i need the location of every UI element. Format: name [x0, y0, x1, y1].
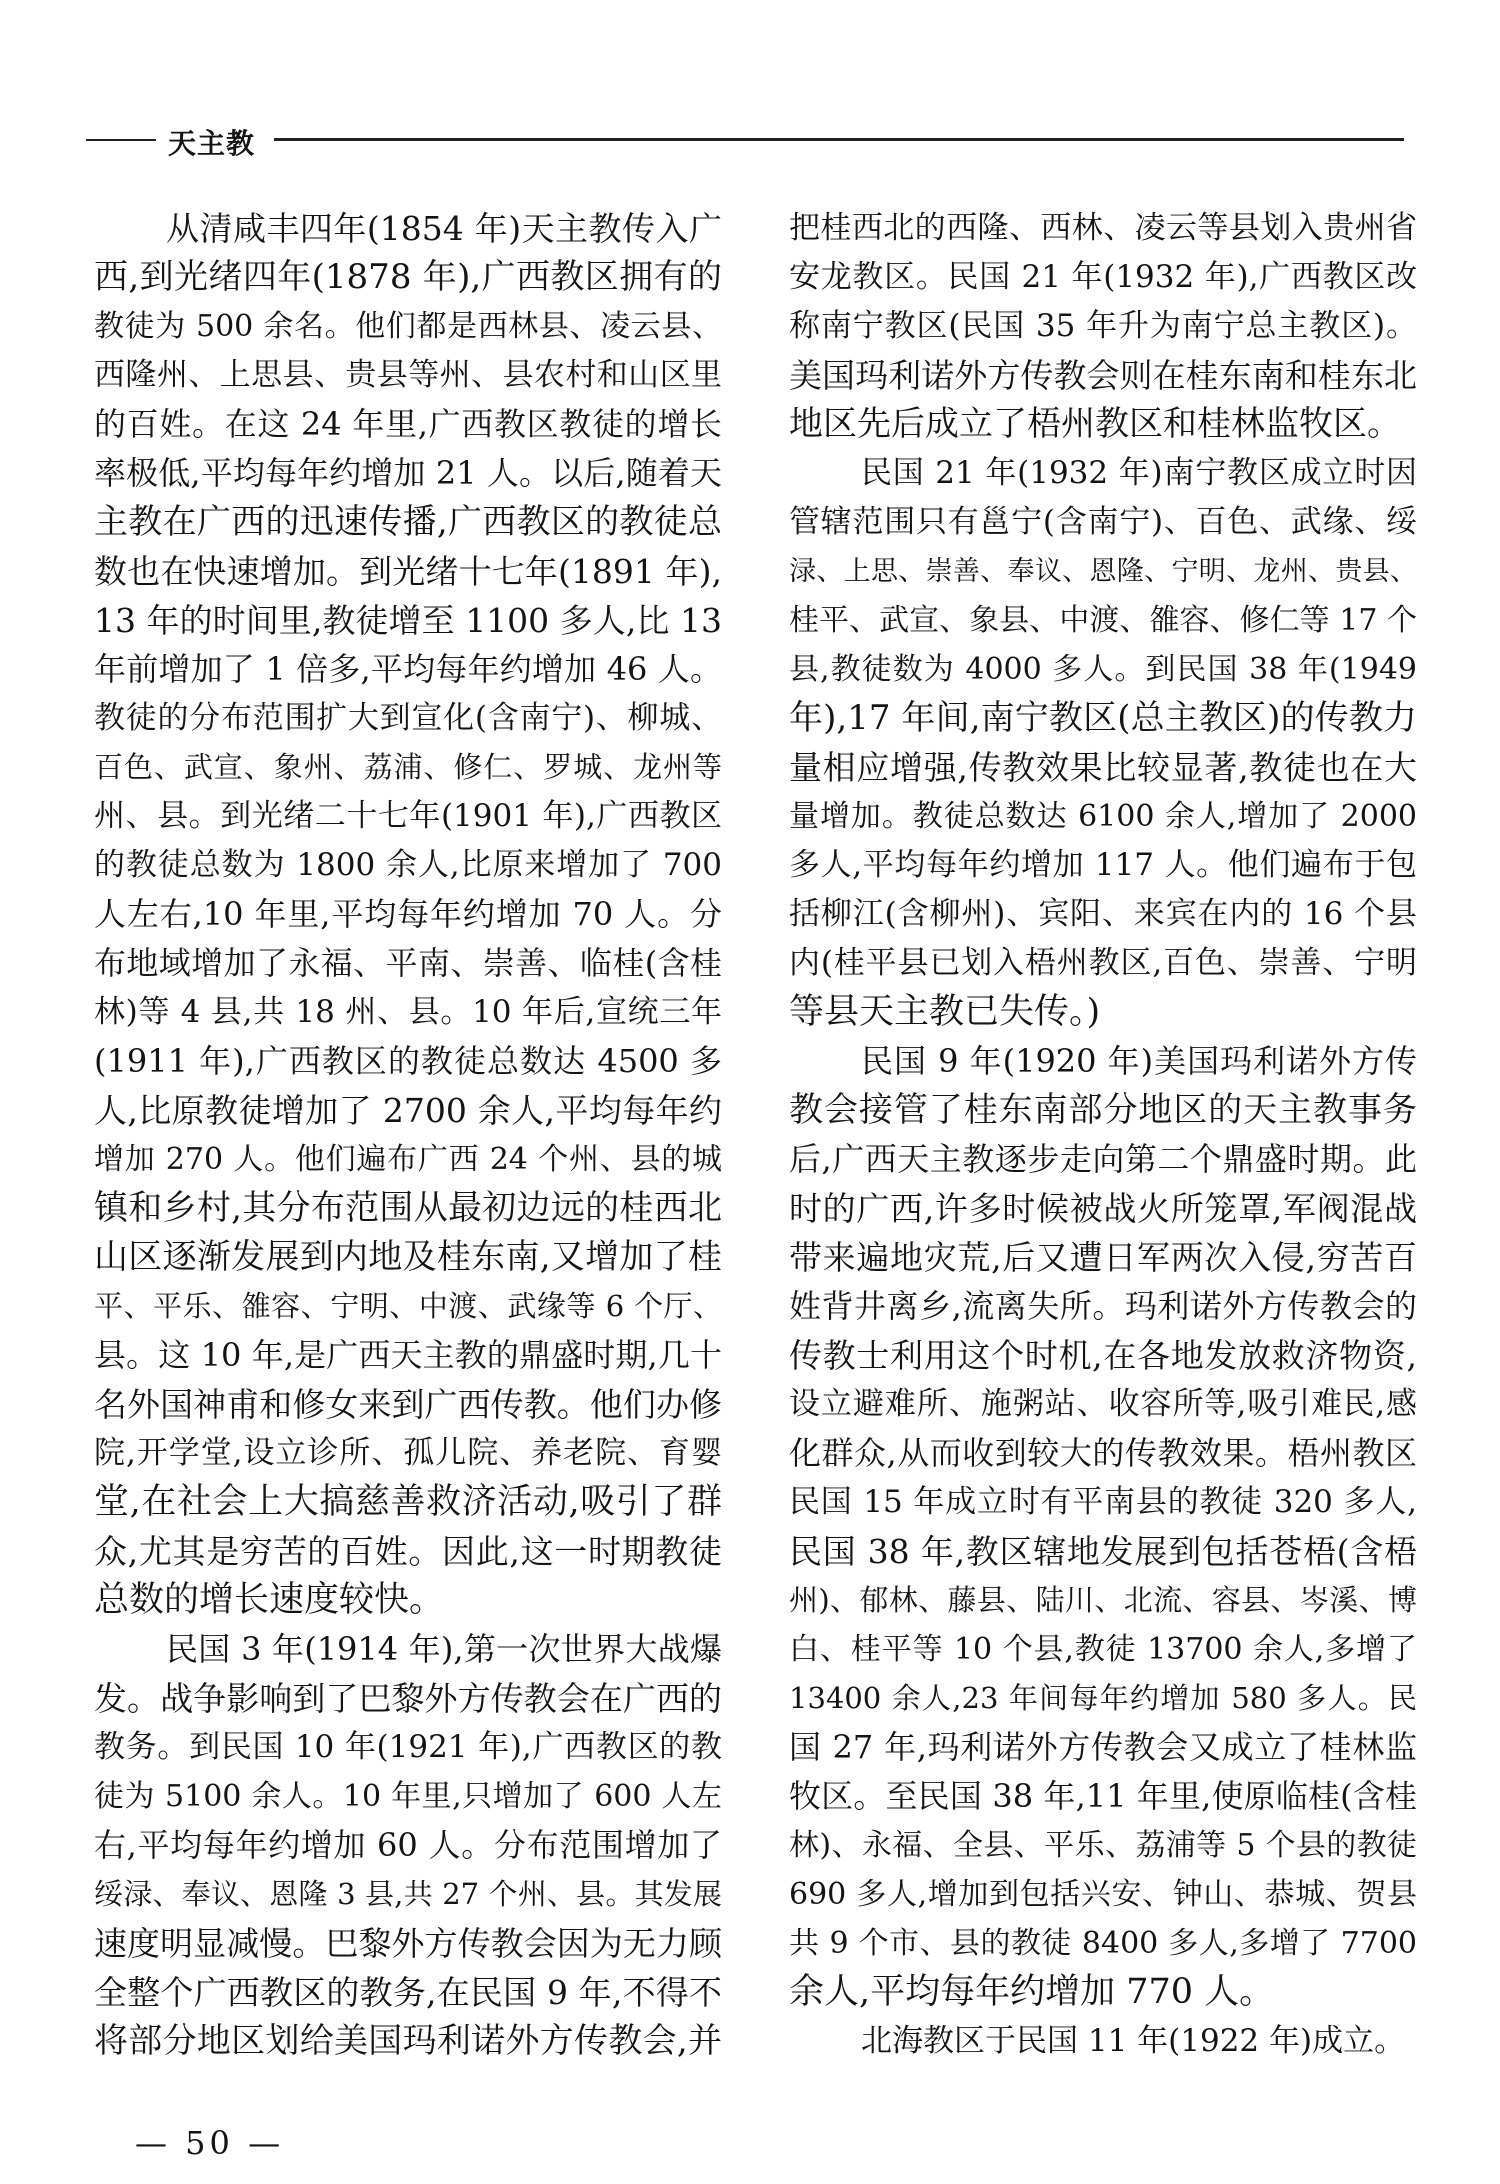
text-line: 增加 270 人。他们遍布广西 24 个州、县的城 [94, 1142, 722, 1177]
text-line: 百色、武宣、象州、荔浦、修仁、罗城、龙州等 [94, 750, 722, 784]
text-line: 发。战争影响到了巴黎外方传教会在广西的 [94, 1679, 722, 1718]
text-line: 林)等 4 县,共 18 州、县。10 年后,宣统三年 [94, 994, 722, 1030]
text-line: 布地域增加了永福、平南、崇善、临桂(含桂 [94, 944, 722, 982]
text-line: 速度明显减慢。巴黎外方传教会因为无力顾 [94, 1924, 722, 1963]
text-line: 的百姓。在这 24 年里,广西教区教徒的增长 [94, 405, 722, 443]
text-column-left [94, 204, 722, 2066]
paragraph [94, 204, 722, 1625]
text-line: 总数的增长速度较快。 [94, 1580, 445, 1620]
text-line: 州、县。到光绪二十七年(1901 年),广西教区 [94, 798, 722, 834]
text-line: 山区逐渐发展到内地及桂东南,又增加了桂 [94, 1237, 722, 1277]
text-line: 平、平乐、雒容、宁明、中渡、武缘等 6 个厅、 [94, 1289, 722, 1323]
text-line: 将部分地区划给美国玛利诺外方传教会,并 [94, 2021, 722, 2061]
header-dash [86, 139, 156, 141]
text-line: 后,广西天主教逐步走向第二个鼎盛时期。此 [789, 1140, 1417, 1178]
text-line: 教会接管了桂东南部分地区的天主教事务 [789, 1090, 1417, 1130]
text-line: 主教在广西的迅速传播,广西教区的教徒总 [94, 502, 722, 542]
text-line: 牧区。至民国 38 年,11 年里,使原临桂(含桂 [789, 1777, 1417, 1815]
text-line: 民国 15 年成立时有平南县的教徒 320 多人, [789, 1484, 1417, 1520]
text-line: 教徒的分布范围扩大到宣化(含南宁)、柳城、 [94, 700, 722, 736]
paragraph [789, 204, 1417, 449]
text-line: 民国 3 年(1914 年),第一次世界大战爆 [166, 1630, 722, 1668]
text-line: 西隆州、上思县、贵县等州、县农村和山区里 [94, 357, 722, 393]
text-line: 全整个广西教区的教务,在民国 9 年,不得不 [94, 1973, 722, 2012]
text-line: 名外国神甫和修女来到广西传教。他们办修 [94, 1385, 722, 1424]
text-line: 县。这 10 年,是广西天主教的鼎盛时期,几十 [94, 1336, 722, 1374]
header-title: 天主教 [168, 127, 256, 160]
paragraph [789, 1037, 1417, 2017]
text-line: 年),17 年间,南宁教区(总主教区)的传教力 [789, 698, 1417, 738]
text-line: 人左右,10 年里,平均每年约增加 70 人。分 [94, 895, 722, 933]
text-line: 徒为 5100 余人。10 年里,只增加了 600 人左 [94, 1779, 722, 1814]
text-line: 传教士利用这个时机,在各地发放救济物资, [789, 1336, 1417, 1375]
text-line: 内(桂平县已划入梧州教区,百色、崇善、宁明 [789, 945, 1417, 981]
text-line: 690 多人,增加到包括兴安、钟山、恭城、贺县 [789, 1877, 1417, 1912]
text-line: (1911 年),广西教区的教徒总数达 4500 多 [94, 1042, 722, 1080]
text-line: 多人,平均每年约增加 117 人。他们遍布于包 [789, 847, 1417, 883]
text-line: 堂,在社会上大搞慈善救济活动,吸引了群 [94, 1482, 722, 1522]
text-line: 北海教区于民国 11 年(1922 年)成立。 [861, 2023, 1406, 2059]
text-line: 括柳江(含柳州)、宾阳、来宾在内的 16 个县 [789, 896, 1417, 932]
text-line: 绥渌、奉议、恩隆 3 县,共 27 个州、县。其发展 [94, 1877, 722, 1911]
text-line: 地区先后成立了梧州教区和桂林监牧区。 [789, 404, 1401, 444]
text-line: 年前增加了 1 倍多,平均每年约增加 46 人。 [94, 650, 722, 688]
text-line: 带来遍地灾荒,后又遭日军两次入侵,穷苦百 [789, 1238, 1417, 1277]
text-line: 量增加。教徒总数达 6100 余人,增加了 2000 [789, 799, 1417, 834]
text-line: 院,开学堂,设立诊所、孤儿院、养老院、育婴 [94, 1435, 722, 1471]
text-line: 数也在快速增加。到光绪十七年(1891 年), [94, 552, 722, 591]
text-line: 教徒为 500 余名。他们都是西林县、凌云县、 [94, 309, 722, 344]
header-rule [274, 138, 1404, 141]
text-line: 渌、上思、崇善、奉议、恩隆、宁明、龙州、贵县、 [789, 556, 1417, 587]
text-line: 人,比原教徒增加了 2700 余人,平均每年约 [94, 1091, 722, 1130]
text-line: 管辖范围只有邕宁(含南宁)、百色、武缘、绥 [789, 504, 1417, 540]
text-line: 13 年的时间里,教徒增至 1100 多人,比 13 [94, 601, 722, 640]
text-line: 把桂西北的西隆、西林、凌云等县划入贵州省 [789, 210, 1417, 246]
text-line: 美国玛利诺外方传教会则在桂东南和桂东北 [789, 356, 1417, 395]
text-line: 右,平均每年约增加 60 人。分布范围增加了 [94, 1826, 722, 1864]
text-line: 共 9 个市、县的教徒 8400 多人,多增了 7700 [789, 1926, 1417, 1961]
paragraph [789, 449, 1417, 1037]
text-line: 率极低,平均每年约增加 21 人。以后,随着天 [94, 454, 722, 492]
text-line: 化群众,从而收到较大的传教效果。梧州教区 [789, 1434, 1417, 1472]
text-line: 教务。到民国 10 年(1921 年),广西教区的教 [94, 1729, 722, 1765]
text-line: 镇和乡村,其分布范围从最初边远的桂西北 [94, 1188, 722, 1228]
text-line: 林)、永福、全县、平乐、荔浦等 5 个县的教徒 [789, 1828, 1417, 1863]
text-line: 众,尤其是穷苦的百姓。因此,这一时期教徒 [94, 1532, 722, 1571]
paragraph [789, 2017, 1417, 2066]
text-line: 13400 余人,23 年间每年约增加 580 多人。民 [789, 1681, 1417, 1715]
text-line: 的教徒总数为 1800 余人,比原来增加了 700 [94, 847, 722, 883]
text-line: 桂平、武宣、象县、中渡、雒容、修仁等 17 个 [789, 603, 1417, 638]
text-line: 国 27 年,玛利诺外方传教会又成立了桂林监 [789, 1728, 1417, 1766]
text-line: 州)、郁林、藤县、陆川、北流、容县、岑溪、博 [789, 1583, 1417, 1617]
text-line: 量相应增强,传教效果比较显著,教徒也在大 [789, 748, 1417, 787]
text-line: 民国 38 年,教区辖地发展到包括苍梧(含梧 [789, 1532, 1417, 1571]
text-line: 民国 21 年(1932 年)南宁教区成立时因 [861, 455, 1417, 491]
text-line: 白、桂平等 10 个县,教徒 13700 余人,多增了 [789, 1632, 1417, 1667]
text-line: 设立避难所、施粥站、收容所等,吸引难民,感 [789, 1386, 1417, 1422]
text-line: 时的广西,许多时候被战火所笼罩,军阀混战 [789, 1189, 1417, 1228]
text-line: 县,教徒数为 4000 多人。到民国 38 年(1949 [789, 652, 1417, 687]
text-column-right [789, 204, 1417, 2066]
text-line: 姓背井离乡,流离失所。玛利诺外方传教会的 [789, 1287, 1417, 1325]
paragraph [94, 1625, 722, 2066]
text-line: 余人,平均每年约增加 770 人。 [789, 1972, 1275, 2012]
page-number: — 50 — [135, 2124, 285, 2162]
text-line: 安龙教区。民国 21 年(1932 年),广西教区改 [789, 259, 1417, 295]
text-line: 民国 9 年(1920 年)美国玛利诺外方传 [861, 1042, 1417, 1080]
text-line: 从清咸丰四年(1854 年)天主教传入广 [166, 209, 722, 248]
text-line: 称南宁教区(民国 35 年升为南宁总主教区)。 [789, 308, 1417, 344]
text-line: 西,到光绪四年(1878 年),广西教区拥有的 [94, 257, 722, 297]
text-line: 等县天主教已失传。) [789, 992, 1101, 1032]
